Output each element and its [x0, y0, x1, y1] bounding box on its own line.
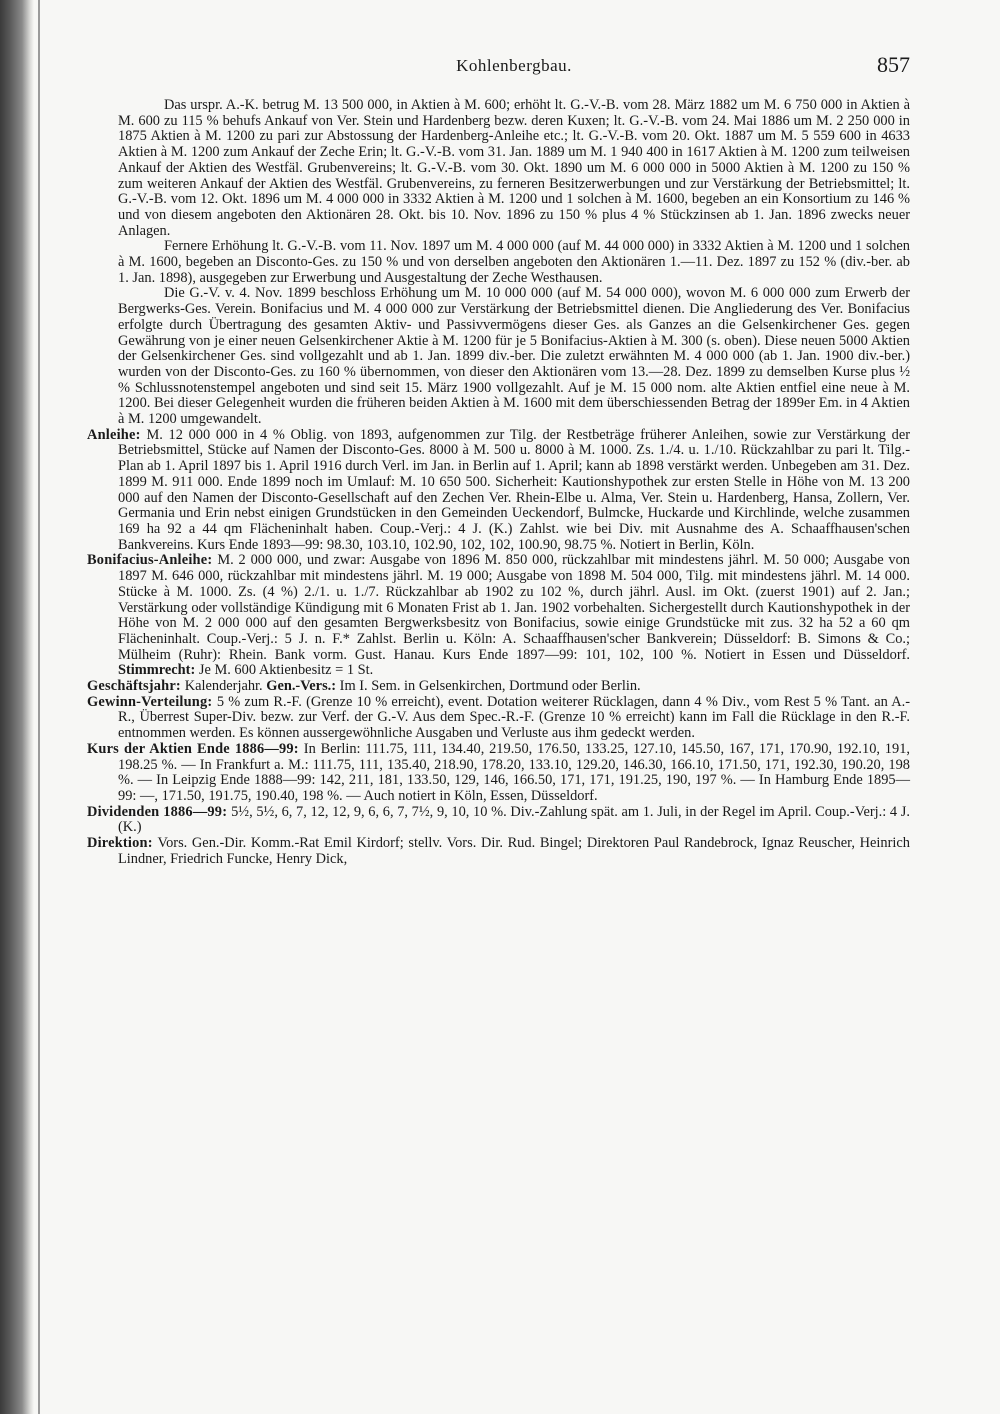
entry-inline-label: Stimmrecht: [118, 662, 199, 679]
entry-label: Bonifacius-Anleihe: [87, 552, 218, 569]
entry-text: 5½, 5½, 6, 7, 12, 12, 9, 6, 6, 7, 7½, 9, 10, 10 %. Div.-Zahlung spät. am 1. Juli, in der Regel im April. Coup.-Verj.: 4 J. (K.) [118, 803, 910, 836]
paragraph-further-increase: Fernere Erhöhung lt. G.-V.-B. vom 11. Nov. 1897 um M. 4 000 000 (auf M. 44 000 000) in 3332 Aktien à M. 1200 und 1 solchen à M. 1600, begeben an Disconto-Ges. zu 150 % und von derselben angeboten den Aktionären 1.—11. Dez. 1897 zu 152 % (div.-ber. ab 1. Jan. 1898), ausgegeben zur Erwerbung und Ausgestaltung der Zeche Westhausen. [118, 238, 910, 286]
book-binding-shadow [0, 0, 34, 1414]
entry-label: Direktion: [87, 835, 158, 852]
page-body [87, 97, 911, 867]
paragraph-capital-history: Das urspr. A.-K. betrug M. 13 500 000, in Aktien à M. 600; erhöht lt. G.-V.-B. vom 28. März 1882 um M. 6 750 000 in Aktien à M. 600 zu 115 % behufs Ankauf von Ver. Stein und Hardenberg bezw. deren Kuxen; lt. G.-V.-B. vom 24. Mai 1886 um M. 2 250 000 in 1875 Aktien à M. 1200 zu pari zur Abstossung der Hardenberg-Anleihe etc.; lt. G.-V.-B. vom 20. Okt. 1887 um M. 5 559 600 in 4633 Aktien à M. 1200 zum Ankauf der Zeche Erin; lt. G.-V.-B. vom 31. Jan. 1889 um M. 1 940 400 in 1617 Aktien à M. 1200 zum teilweisen Ankauf der Aktien des Westfäl. Grubenvereins; lt. G.-V.-B. vom 30. Okt. 1890 um M. 6 000 000 in 5000 Aktien à M. 1200 zu 150 % zum weiteren Ankauf der Aktien des Westfäl. Grubenvereins, zu ferneren Besitzerwerbungen und zur Verstärkung der Betriebsmittel; lt. G.-V.-B. vom 12. Okt. 1896 um M. 4 000 000 in 3332 Aktien à M. 1200 und 1 solchen à M. 1600, begeben an ein Konsortium zu 146 % und von diesem angeboten den Aktionären 28. Okt. bis 10. Nov. 1896 zu 150 % plus 4 % Stückzinsen ab 1. Jan. 1896 zwecks neuer Anlagen. [118, 97, 910, 239]
entry-gewinn-verteilung [87, 695, 910, 742]
entry-text: M. 2 000 000, und zwar: Ausgabe von 1896 M. 850 000, rückzahlbar mit mindestens jährl. M. 50 000; Ausgabe von 1897 M. 646 000, rückzahlbar mit mindestens jährl. M. 19 000; Ausgabe von 1898 M. 504 000, Tilg. mit mindestens jährl. M. 14 000. Stücke à M. 1000. Zs. (4 %) 2./1. u. 1./7. Rückzahlbar ab 1902 zu 102 %, durch jährl. Ausl. im Okt. (zuerst 1901) auf 2. Jan.; Verstärkung oder vollständige Kündigung mit 6 Monaten Frist ab 1. Jan. 1902 vorbehalten. Sichergestellt durch Kautionshypothek in der Höhe von M. 2 000 000 auf den gesamten Bergwerksbesitz von Bonifacius, sowie einige Grundstücke mit zus. 32 ha 52 a 60 qm Flächeninhalt. Coup.-Verj.: 5 J. n. F.* Zahlst. Berlin u. Köln: A. Schaaffhausen'scher Bankverein; Düsseldorf: B. Simons & Co.; Mülheim (Ruhr): Rhein. Bank vorm. Gust. Hanau. Kurs Ende 1897—99: 101, 102, 100 %. Notiert in Essen und Düsseldorf. [118, 552, 910, 663]
entry-text: 5 % zum R.-F. (Grenze 10 % erreicht), event. Dotation weiterer Rücklagen, dann 4 % Div., vom Rest 5 % Tant. an A.-R., Überrest Super-Div. bezw. zur Verf. der G.-V. Aus dem Spec.-R.-F. (Grenze 10 % erreicht) kann im Fall die Rücklage in den R.-F. entnommen werden. Es können aussergewöhnliche Ausgaben und Verluste aus ihm gedeckt werden. [118, 693, 911, 742]
binding-rule [38, 0, 40, 1414]
entry-text: In Berlin: 111.75, 111, 134.40, 219.50, 176.50, 133.25, 127.10, 145.50, 167, 171, 170.90, 192.10, 191, 198.25 %. — In Frankfurt a. M.: 111.75, 111, 135.40, 218.90, 178.20, 133.10, 129.20, 146.30, 166.10, 171.50, 171, 192.30, 190.20, 198 %. — In Leipzig Ende 1888—99: 142, 211, 181, 133.50, 129, 146, 166.50, 171, 171, 191.25, 190, 197 %. — In Hamburg Ende 1895—99: —, 171.50, 191.75, 190.40, 198 %. — Auch notiert in Köln, Essen, Düsseldorf. [118, 740, 910, 804]
page-header [118, 52, 910, 82]
entry-inline-text: Im I. Sem. in Gelsenkirchen, Dortmund oder Berlin. [339, 678, 641, 695]
entry-label: Dividenden 1886—99: [87, 803, 232, 820]
entry-text: Kalenderjahr. [184, 678, 267, 695]
entry-label: Anleihe: [87, 426, 147, 443]
entry-bonifacius-anleihe [87, 553, 910, 679]
running-head: Kohlenbergbau. [456, 56, 572, 75]
entry-text: Vors. Gen.-Dir. Komm.-Rat Emil Kirdorf; stellv. Vors. Dir. Rud. Bingel; Direktoren Paul Randebrock, Ignaz Reuscher, Heinrich Lindner, Friedrich Funcke, Henry Dick, [118, 835, 910, 867]
entry-label: Kurs der Aktien Ende 1886—99: [87, 740, 304, 757]
entry-direktion [87, 836, 910, 867]
entry-label: Geschäftsjahr: [87, 678, 185, 695]
paragraph-gv-1899: Die G.-V. v. 4. Nov. 1899 beschloss Erhöhung um M. 10 000 000 (auf M. 54 000 000), wovon M. 6 000 000 zum Erwerb der Bergwerks-Ges. Verein. Bonifacius und M. 4 000 000 zur Verstärkung der Betriebsmittel dienen. Die Angliederung des Ver. Bonifacius erfolgte durch Übertragung des gesamten Aktiv- und Passivvermögens dieser Ges. als Ganzes an die Gelsenkirchener Ges. gegen Gewährung von je einer neuen Gelsenkirchener Aktie à M. 1200 für je 5 Bonifacius-Aktien à M. 300 (s. oben). Diese neuen 5000 Aktien der Gelsenkirchener Ges. sind vollgezahlt und ab 1. Jan. 1899 div.-ber. Die zuletzt erwähnten M. 4 000 000 (ab 1. Jan. 1900 div.-ber.) wurden von der Disconto-Ges. zu 160 % übernommen, von dieser den Aktionären vom 13.—28. Dez. 1899 zu demselben Kurse plus ½ % Schlussnotenstempel angeboten und sind seit 15. März 1900 vollgezahlt. Auf je M. 15 000 nom. alte Aktien entfiel eine neue à M. 1200. Bei dieser Gelegenheit wurden die früheren beiden Aktien à M. 1600 mit dem überschiessenden Betrag der 1899er Em. in 4 Aktien à M. 1200 umgewandelt. [118, 285, 910, 428]
entry-kurs-der-aktien [87, 742, 910, 805]
entry-text: M. 12 000 000 in 4 % Oblig. von 1893, aufgenommen zur Tilg. der Restbeträge früherer Anleihen, sowie zur Verstärkung der Betriebsmittel, Stücke auf Namen der Disconto-Ges. 8000 à M. 500 u. 8000 à M. 1000. Zs. 1./4. u. 1./10. Rückzahlbar zu pari lt. Tilg.-Plan ab 1. April 1897 bis 1. April 1916 durch Verl. im Jan. in Berlin auf 1. April; kann ab 1898 verstärkt werden. Unbegeben am 31. Dez. 1899 M. 911 000. Ende 1899 noch im Umlauf: M. 10 650 500. Sicherheit: Kautionshypothek zur ersten Stelle in Höhe von M. 13 200 000 auf den Namen der Disconto-Gesellschaft auf den Zechen Ver. Rhein-Elbe u. Alma, Ver. Stein u. Hardenberg, Hansa, Zollern, Ver. Germania und Erin nebst einigen Grundstücken in den Gemeinden Ueckendorf, Bulmcke, Huckarde und Kirchlinde, welche zusammen 169 ha 92 a 44 qm Flächeninhalt haben. Coup.-Verj.: 4 J. (K.) Zahlst. wie bei Div. mit Ausnahme des A. Schaaffhausen'schen Bankvereins. Kurs Ende 1893—99: 98.30, 103.10, 102.90, 102, 102, 100.90, 98.75 %. Notiert in Berlin, Köln. [118, 426, 910, 553]
entry-geschaeftsjahr [87, 679, 910, 695]
entry-anleihe [87, 428, 910, 554]
page-number: 857 [877, 52, 910, 77]
entry-inline-text: Je M. 600 Aktienbesitz = 1 St. [198, 662, 374, 679]
entry-label: Gewinn-Verteilung: [87, 693, 217, 710]
entry-dividenden [87, 805, 910, 836]
entry-inline-label: Gen.-Vers.: [266, 678, 340, 695]
